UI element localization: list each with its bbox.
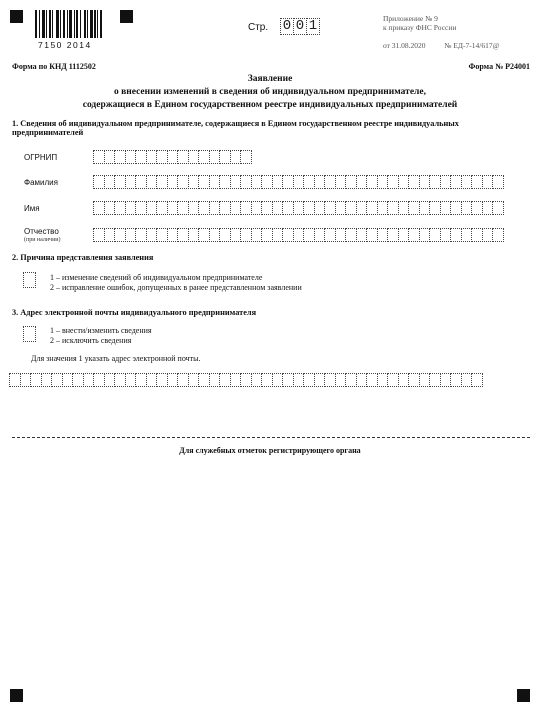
page-digit: 1 <box>306 18 320 35</box>
ogrnip-field[interactable] <box>94 150 252 164</box>
email-option-1: 1 – внести/изменить сведения <box>50 326 152 335</box>
email-action-checkbox[interactable] <box>23 326 36 342</box>
barcode-number: 7150 2014 <box>38 40 92 50</box>
email-note: Для значения 1 указать адрес электронной почты. <box>31 354 201 363</box>
reason-option-2: 2 – исправление ошибок, допущенных в ранее представленном заявлении <box>50 283 302 292</box>
order-line: от 31.08.2020 № ЕД-7-14/617@ <box>383 41 500 50</box>
patronymic-label: Отчество <box>24 227 59 236</box>
form-subtitle: о внесении изменений в сведения об индивидуальном предпринимателе, <box>114 87 426 97</box>
form-knd: Форма по КНД 1112502 <box>12 62 96 71</box>
cut-line <box>12 437 530 438</box>
input-cell[interactable] <box>240 150 252 164</box>
corner-marker-bottom-left <box>10 689 23 702</box>
corner-marker-bottom-right <box>517 689 530 702</box>
page-digit: 0 <box>280 18 294 35</box>
reason-option-1: 1 – изменение сведений об индивидуальном предпринимателе <box>50 273 263 282</box>
form-number: Форма № Р24001 <box>468 62 530 71</box>
name-label: Имя <box>24 204 40 213</box>
official-use-label: Для служебных отметок регистрирующего органа <box>179 446 361 455</box>
order-line: Приложение № 9 <box>383 14 438 23</box>
email-option-2: 2 – исключить сведения <box>50 336 132 345</box>
patronymic-note: (при наличии) <box>24 237 61 243</box>
section-2-heading: 2. Причина представления заявления <box>12 253 154 262</box>
form-title: Заявление <box>247 74 293 84</box>
input-cell[interactable] <box>492 228 504 242</box>
corner-marker-top-left <box>10 10 23 23</box>
form-subtitle: содержащиеся в Едином государственном реестре индивидуальных предпринимателей <box>82 100 458 110</box>
order-line: к приказу ФНС России <box>383 23 457 32</box>
ogrnip-label: ОГРНИП <box>24 153 58 162</box>
section-3-heading: 3. Адрес электронной почты индивидуального предпринимателя <box>12 308 257 317</box>
surname-field[interactable] <box>94 175 504 189</box>
patronymic-field[interactable] <box>94 228 504 242</box>
page-number-field <box>281 18 320 35</box>
page-digit: 0 <box>293 18 307 35</box>
section-1-heading: 1. Сведения об индивидуальном предпринимателе, содержащиеся в Едином государственном реестре индивидуальных предпринимателей <box>12 119 459 137</box>
input-cell[interactable] <box>471 373 483 387</box>
input-cell[interactable] <box>492 175 504 189</box>
page-label: Стр. <box>248 22 269 33</box>
input-cell[interactable] <box>492 201 504 215</box>
name-field[interactable] <box>94 201 504 215</box>
surname-label: Фамилия <box>24 178 58 187</box>
reason-checkbox[interactable] <box>23 272 36 288</box>
email-field[interactable] <box>10 373 483 387</box>
corner-marker-top-center <box>120 10 133 23</box>
barcode <box>35 10 111 38</box>
